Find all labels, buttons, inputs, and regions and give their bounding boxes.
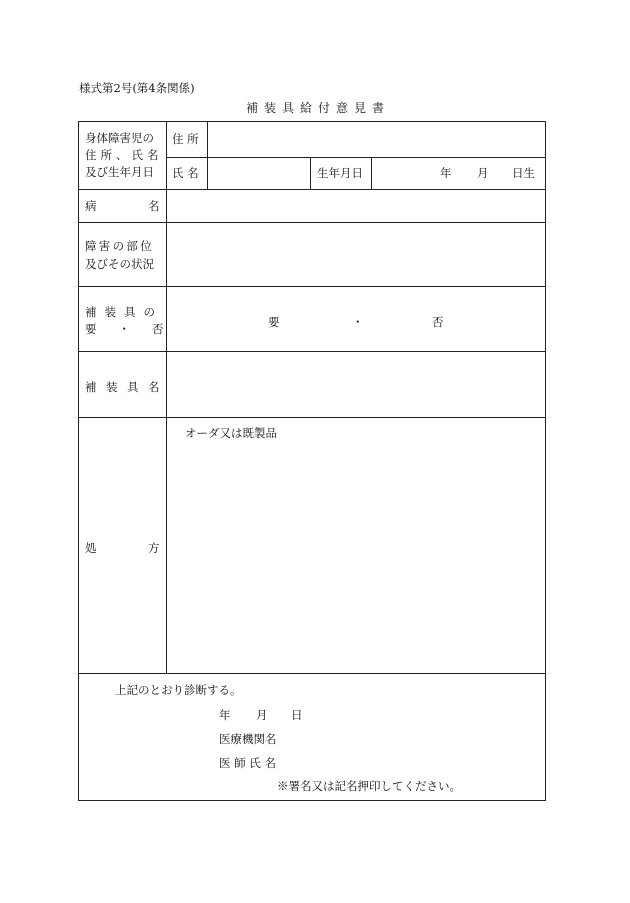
doctor-name-label: 医 師 氏 名 (219, 756, 276, 770)
name-label: 氏 名 (172, 166, 199, 180)
disability-label-line1: 障害の部位 (85, 239, 154, 253)
sub-label-divider (207, 121, 208, 189)
necessity-label-line2: 要・否 (85, 322, 186, 336)
document-title: 補装具給付意見書 (245, 101, 390, 115)
birthdate-label-right-divider (371, 157, 372, 189)
table-right-border (545, 121, 546, 801)
birthdate-year-unit: 年 (440, 166, 452, 180)
prescription-label-right: 方 (148, 541, 160, 555)
device-name-label: 補装具名 (85, 380, 169, 394)
institution-field[interactable] (285, 728, 535, 748)
disease-field[interactable] (168, 191, 544, 221)
certification-statement: 上記のとおり診断する。 (115, 683, 242, 697)
necessity-option-no[interactable]: 否 (432, 315, 444, 329)
applicant-label-line2-text: 住所、氏名 (85, 148, 163, 162)
birthdate-label-left-divider (310, 157, 311, 189)
applicant-label-line1: 身体障害児の (85, 131, 154, 145)
prescription-field[interactable] (168, 444, 544, 672)
institution-label: 医療機関名 (219, 732, 277, 746)
prescription-label-left: 処 (85, 541, 97, 555)
device-name-field[interactable] (168, 353, 544, 416)
disease-label-left: 病 (85, 199, 97, 213)
table-bottom-border (78, 800, 546, 801)
necessity-label-line1: 補装具の (85, 305, 163, 319)
prescription-note: オーダ又は既製品 (185, 426, 277, 440)
birthdate-day-unit: 日生 (512, 166, 535, 180)
table-top-border (78, 121, 546, 122)
row-divider-5 (78, 417, 546, 418)
form-number: 様式第2号(第4条関係) (79, 81, 195, 95)
disability-label-line2: 及びその状況 (85, 257, 154, 271)
certification-day-unit: 日 (291, 708, 303, 722)
row-divider-3 (78, 286, 546, 287)
signature-note: ※署名又は記名押印してください。 (277, 779, 461, 793)
applicant-label-line3: 及び生年月日 (85, 165, 154, 179)
doctor-name-field[interactable] (285, 752, 535, 772)
disability-field[interactable] (168, 224, 544, 285)
label-column-divider (166, 121, 167, 673)
birthdate-month-unit: 月 (477, 166, 489, 180)
row-divider-6 (78, 673, 546, 674)
disease-label-right: 名 (148, 199, 160, 213)
row-divider-4 (78, 351, 546, 352)
table-left-border (78, 121, 79, 801)
certification-month-unit: 月 (256, 708, 268, 722)
necessity-option-yes[interactable]: 要 (268, 315, 280, 329)
name-field[interactable] (209, 159, 309, 188)
necessity-separator: ・ (352, 315, 364, 329)
address-label: 住 所 (172, 132, 199, 146)
row-divider-1 (78, 189, 546, 190)
certification-year-unit: 年 (219, 708, 231, 722)
birthdate-label: 生年月日 (317, 166, 363, 180)
applicant-label-line2 (85, 146, 163, 164)
address-name-divider (166, 157, 546, 158)
row-divider-2 (78, 222, 546, 223)
address-field[interactable] (209, 123, 544, 156)
